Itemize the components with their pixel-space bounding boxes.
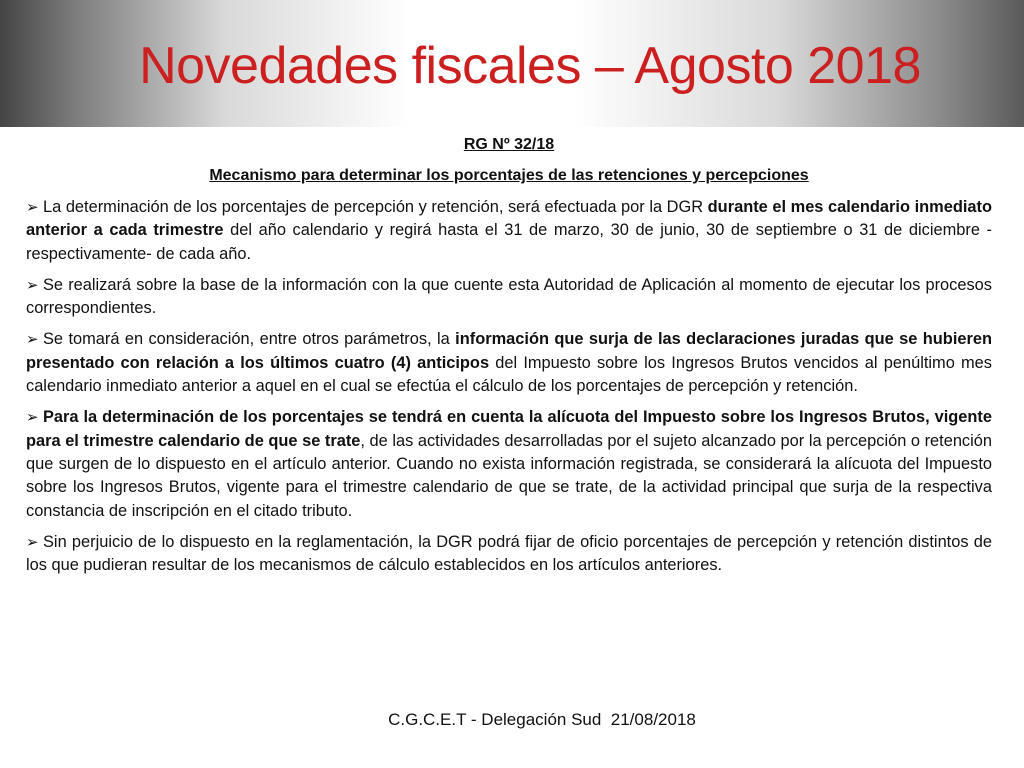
bullet-item — [26, 328, 992, 398]
arrow-bullet-icon: ➢ — [26, 199, 39, 216]
bullet-text: Sin perjuicio de lo dispuesto en la reglamentación, la DGR podrá fijar de oficio porcentajes de percepción y retención distintos de los que pudieran resultar de los mecanismos de cálculo establecidos en los artículos anteriores. — [26, 532, 992, 575]
bullet-item — [26, 406, 992, 522]
section-subheading: Mecanismo para determinar los porcentajes de las retenciones y percepciones — [209, 167, 809, 184]
resolution-number: RG Nº 32/18 — [463, 136, 555, 153]
slide-title: Novedades fiscales – Agosto 2018 — [139, 37, 921, 95]
bullet-text: Se tomará en consideración, entre otros parámetros, la — [43, 330, 456, 349]
bullet-item — [26, 274, 992, 321]
bullet-bold-text: durante el mes calendario inmediato anterior a cada trimestre — [26, 198, 992, 240]
arrow-bullet-icon: ➢ — [26, 331, 39, 349]
slide-body — [26, 134, 992, 585]
arrow-bullet-icon: ➢ — [26, 409, 39, 427]
arrow-bullet-icon: ➢ — [26, 276, 39, 294]
bullet-text: La determinación de los porcentajes de percepción y retención, será efectuada por la DGR — [43, 198, 708, 216]
bullet-text: Se realizará sobre la base de la información con la que cuente esta Autoridad de Aplicación al momento de ejecutar los procesos correspondientes. — [26, 275, 992, 318]
header-banner — [0, 0, 1024, 127]
arrow-bullet-icon: ➢ — [26, 533, 39, 551]
slide-footer: C.G.C.E.T - Delegación Sud 21/08/2018 — [388, 710, 696, 729]
bullet-item — [26, 531, 992, 578]
bullet-text: del Impuesto sobre los Ingresos Brutos vencidos al penúltimo mes calendario inmediato anterior a aquel en el cual se efectúa el cálculo de los porcentajes de percepción y retención. — [26, 353, 992, 396]
bullet-text: , de las actividades desarrolladas por el sujeto alcanzado por la percepción o retención que surgen de lo dispuesto en el artículo anterior. Cuando no exista información registrada, se considerará la alícuota del Impuesto sobre los Ingresos Brutos, vigente para el trimestre calendario de que se trate, de la actividad principal que surja de la respectiva constancia de inscripción en el citado tributo. — [26, 431, 992, 520]
bullet-bold-text: información que surja de las declaraciones juradas que se hubieren presentado con relación a los últimos cuatro (4) anticipos — [26, 330, 992, 372]
bullet-item — [26, 196, 992, 266]
bullet-text: del año calendario y regirá hasta el 31 de marzo, 30 de junio, 30 de septiembre o 31 de diciembre -respectivamente- de cada año. — [26, 221, 993, 263]
bullet-bold-text: Para la determinación de los porcentajes se tendrá en cuenta la alícuota del Impuesto sobre los Ingresos Brutos, vigente para el trimestre calendario de que se trate — [26, 408, 992, 450]
